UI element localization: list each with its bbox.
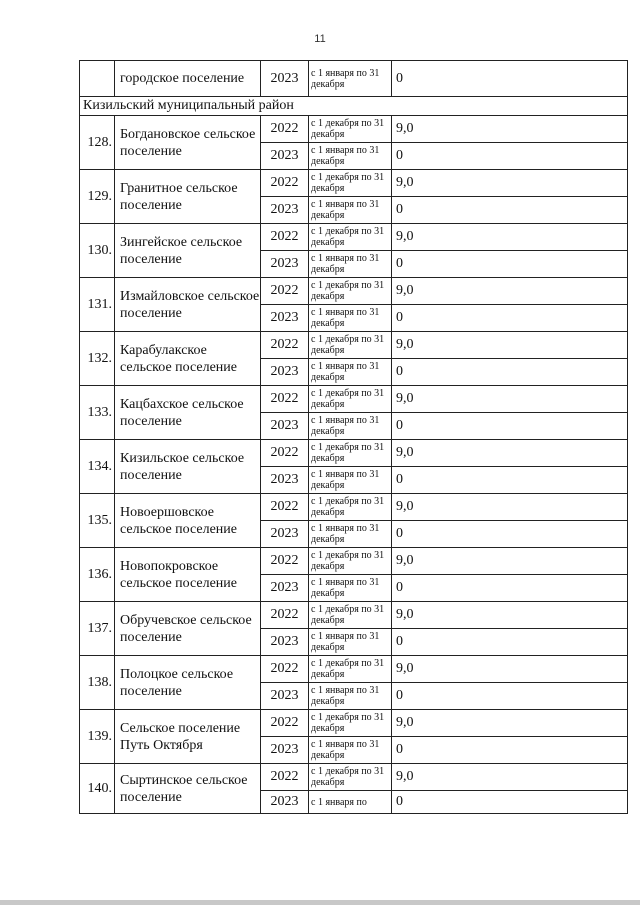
year-cell: 2022 xyxy=(261,170,309,197)
row-number-cell xyxy=(80,61,115,97)
year-cell: 2023 xyxy=(261,629,309,656)
rate-value: 9,0 xyxy=(392,332,628,359)
rate-value: 0 xyxy=(392,251,628,278)
year-cell: 2022 xyxy=(261,710,309,737)
settlement-name: Полоцкое сельское поселение xyxy=(115,656,261,710)
period-cell: с 1 января по 31 декабря xyxy=(309,575,392,602)
settlement-name: Зингейское сельское поселение xyxy=(115,224,261,278)
period-cell: с 1 декабря по 31 декабря xyxy=(309,332,392,359)
period-cell: с 1 января по xyxy=(309,791,392,814)
row-number: 140. xyxy=(80,764,115,814)
period-cell: с 1 декабря по 31 декабря xyxy=(309,224,392,251)
year-cell: 2023 xyxy=(261,575,309,602)
period-cell: с 1 декабря по 31 декабря xyxy=(309,656,392,683)
settlement-name: Измайловское сельское поселение xyxy=(115,278,261,332)
rate-value: 9,0 xyxy=(392,602,628,629)
rate-value: 9,0 xyxy=(392,494,628,521)
table-row xyxy=(80,656,628,683)
period-cell: с 1 января по 31 декабря xyxy=(309,683,392,710)
year-cell: 2022 xyxy=(261,656,309,683)
rate-value: 9,0 xyxy=(392,764,628,791)
table-row xyxy=(80,602,628,629)
year-cell: 2022 xyxy=(261,278,309,305)
table-row xyxy=(80,224,628,251)
table-row xyxy=(80,170,628,197)
year-cell: 2022 xyxy=(261,332,309,359)
row-number: 137. xyxy=(80,602,115,656)
row-number: 132. xyxy=(80,332,115,386)
table-row xyxy=(80,278,628,305)
year-cell: 2023 xyxy=(261,251,309,278)
year-cell: 2022 xyxy=(261,602,309,629)
row-number: 134. xyxy=(80,440,115,494)
rate-value: 9,0 xyxy=(392,656,628,683)
rate-value: 0 xyxy=(392,305,628,332)
table-row xyxy=(80,548,628,575)
rate-value: 0 xyxy=(392,143,628,170)
year-cell: 2023 xyxy=(261,521,309,548)
row-number: 131. xyxy=(80,278,115,332)
row-number: 128. xyxy=(80,116,115,170)
rate-value: 0 xyxy=(392,467,628,494)
period-cell: с 1 декабря по 31 декабря xyxy=(309,170,392,197)
settlement-name: Кацбахское сельское поселение xyxy=(115,386,261,440)
period-cell: с 1 января по 31 декабря xyxy=(309,737,392,764)
rate-value: 0 xyxy=(392,61,628,97)
period-cell: с 1 декабря по 31 декабря xyxy=(309,278,392,305)
year-cell: 2022 xyxy=(261,116,309,143)
year-cell: 2023 xyxy=(261,359,309,386)
rate-value: 0 xyxy=(392,737,628,764)
table-row xyxy=(80,440,628,467)
rate-value: 9,0 xyxy=(392,170,628,197)
year-cell: 2023 xyxy=(261,61,309,97)
period-cell: с 1 января по 31 декабря xyxy=(309,629,392,656)
settlement-name: Сельское поселение Путь Октября xyxy=(115,710,261,764)
year-cell: 2022 xyxy=(261,494,309,521)
rate-value: 9,0 xyxy=(392,710,628,737)
rate-value: 0 xyxy=(392,629,628,656)
rate-value: 0 xyxy=(392,683,628,710)
table-row xyxy=(80,386,628,413)
settlement-name: Богдановское сельское поселение xyxy=(115,116,261,170)
period-cell: с 1 декабря по 31 декабря xyxy=(309,440,392,467)
settlement-name: Новопокровское сельское поселение xyxy=(115,548,261,602)
rate-value: 9,0 xyxy=(392,278,628,305)
period-cell: с 1 января по 31 декабря xyxy=(309,413,392,440)
row-number: 133. xyxy=(80,386,115,440)
year-cell: 2022 xyxy=(261,224,309,251)
row-number: 129. xyxy=(80,170,115,224)
settlement-name: Карабулакское сельское поселение xyxy=(115,332,261,386)
rate-value: 0 xyxy=(392,197,628,224)
period-cell: с 1 января по 31 декабря xyxy=(309,251,392,278)
table-row xyxy=(80,332,628,359)
period-cell: с 1 января по 31 декабря xyxy=(309,197,392,224)
rate-value: 0 xyxy=(392,575,628,602)
table-row xyxy=(80,494,628,521)
rate-value: 0 xyxy=(392,791,628,814)
year-cell: 2023 xyxy=(261,305,309,332)
period-cell: с 1 декабря по 31 декабря xyxy=(309,710,392,737)
continuation-row xyxy=(80,61,628,97)
rate-value: 9,0 xyxy=(392,386,628,413)
district-header-row xyxy=(80,97,628,116)
settlement-name: Новоершовское сельское поселение xyxy=(115,494,261,548)
page-bottom-edge xyxy=(0,900,640,905)
row-number: 138. xyxy=(80,656,115,710)
settlement-name: Кизильское сельское поселение xyxy=(115,440,261,494)
period-cell: с 1 января по 31 декабря xyxy=(309,143,392,170)
year-cell: 2023 xyxy=(261,737,309,764)
district-name: Кизильский муниципальный район xyxy=(80,97,628,116)
rate-value: 0 xyxy=(392,359,628,386)
table-row xyxy=(80,116,628,143)
rate-value: 0 xyxy=(392,521,628,548)
table-row xyxy=(80,764,628,791)
period-cell: с 1 января по 31 декабря xyxy=(309,61,392,97)
period-cell: с 1 декабря по 31 декабря xyxy=(309,386,392,413)
period-cell: с 1 декабря по 31 декабря xyxy=(309,548,392,575)
year-cell: 2023 xyxy=(261,197,309,224)
settlement-name: Сыртинское сельское поселение xyxy=(115,764,261,814)
year-cell: 2022 xyxy=(261,764,309,791)
rate-value: 9,0 xyxy=(392,224,628,251)
settlement-name: Обручевское сельское поселение xyxy=(115,602,261,656)
settlement-name: городское поселение xyxy=(115,61,261,97)
rate-value: 9,0 xyxy=(392,548,628,575)
page-number: 11 xyxy=(314,33,326,45)
rate-value: 9,0 xyxy=(392,116,628,143)
period-cell: с 1 января по 31 декабря xyxy=(309,521,392,548)
year-cell: 2022 xyxy=(261,386,309,413)
settlement-name: Гранитное сельское поселение xyxy=(115,170,261,224)
year-cell: 2022 xyxy=(261,440,309,467)
row-number: 135. xyxy=(80,494,115,548)
rate-value: 9,0 xyxy=(392,440,628,467)
year-cell: 2023 xyxy=(261,683,309,710)
period-cell: с 1 декабря по 31 декабря xyxy=(309,494,392,521)
year-cell: 2023 xyxy=(261,413,309,440)
table-row xyxy=(80,710,628,737)
period-cell: с 1 декабря по 31 декабря xyxy=(309,602,392,629)
year-cell: 2023 xyxy=(261,467,309,494)
tax-rate-table xyxy=(79,60,628,814)
year-cell: 2023 xyxy=(261,143,309,170)
rate-value: 0 xyxy=(392,413,628,440)
row-number: 130. xyxy=(80,224,115,278)
row-number: 136. xyxy=(80,548,115,602)
period-cell: с 1 января по 31 декабря xyxy=(309,359,392,386)
period-cell: с 1 января по 31 декабря xyxy=(309,467,392,494)
year-cell: 2023 xyxy=(261,791,309,814)
row-number: 139. xyxy=(80,710,115,764)
year-cell: 2022 xyxy=(261,548,309,575)
period-cell: с 1 декабря по 31 декабря xyxy=(309,116,392,143)
period-cell: с 1 декабря по 31 декабря xyxy=(309,764,392,791)
period-cell: с 1 января по 31 декабря xyxy=(309,305,392,332)
